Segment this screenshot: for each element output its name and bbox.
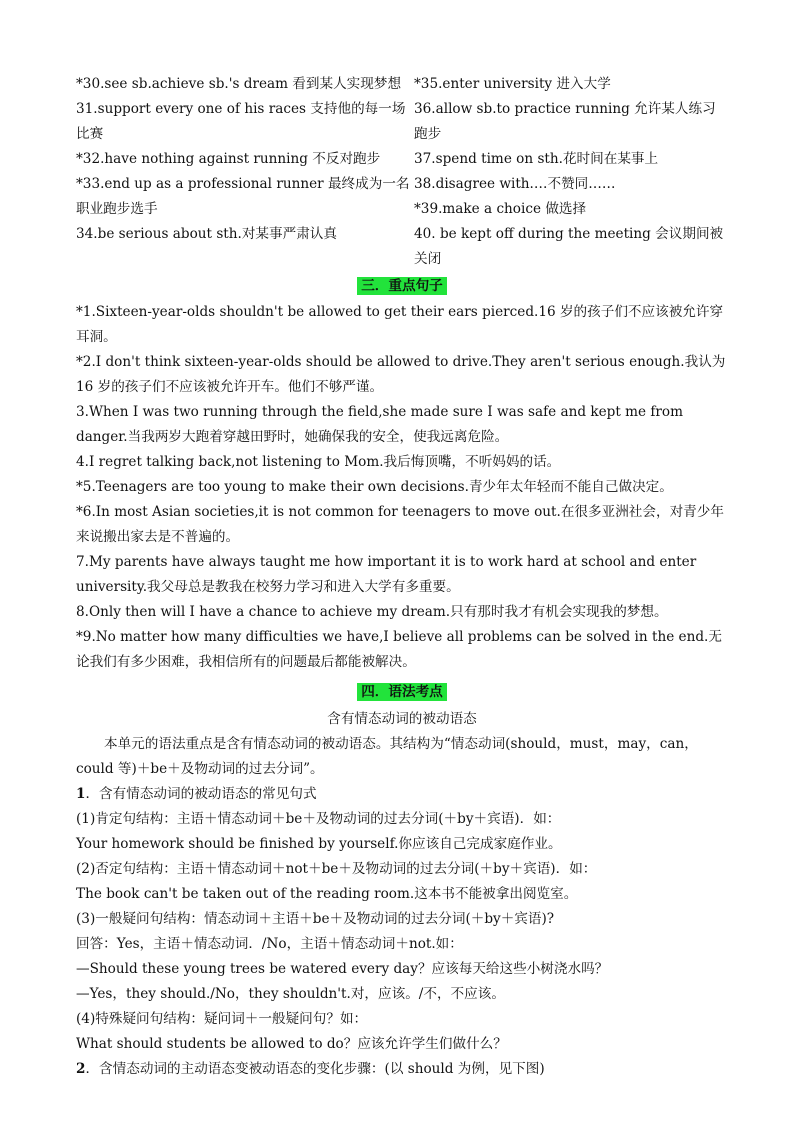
sentence-item: *1.Sixteen-year-olds shouldn't be allowed to get their ears pierced.16 岁的孩子们不应该被允许穿耳洞。 <box>76 304 724 345</box>
section-heading-label: 三．重点句子 <box>357 277 447 295</box>
grammar-point-heading <box>76 782 728 807</box>
sentence-item: 8.Only then will I have a chance to achieve my dream.只有那时我才有机会实现我的梦想。 <box>76 604 668 620</box>
sentence-item: *6.In most Asian societies,it is not common for teenagers to move out.在很多亚洲社会，对青少年来说搬出家去是不普遍的。 <box>76 504 724 545</box>
grammar-point-text: ．含情态动词的主动语态变被动语态的变化步骤：(以 should 为例，见下图) <box>85 1061 545 1077</box>
grammar-line: The book can't be taken out of the reading room.这本书不能被拿出阅览室。 <box>76 886 578 902</box>
sentence-item: 3.When I was two running through the field,she made sure I was safe and kept me from danger.当我两岁大跑着穿越田野时，她确保我的安全，使我远离危险。 <box>76 404 684 445</box>
grammar-point-text: ．含有情态动词的被动语态的常见句式 <box>85 786 317 802</box>
grammar-line: —Should these young trees be watered every day？应该每天给这些小树浇水吗？ <box>76 961 609 977</box>
key-sentences <box>76 300 728 675</box>
grammar-subtitle: 含有情态动词的被动语态 <box>327 711 477 727</box>
phrase-item: 38.disagree with.…不赞同…… <box>414 176 616 192</box>
grammar-line: (3)一般疑问句结构：情态动词＋主语＋be＋及物动词的过去分词(＋by＋宾语)? <box>76 911 555 927</box>
sentence-item: 7.My parents have always taught me how important it is to work hard at school and enter university.我父母总是教我在校努力学习和进入大学有多重要。 <box>76 554 697 595</box>
sentence-item: *5.Teenagers are too young to make their own decisions.青少年太年轻而不能自己做决定。 <box>76 479 673 495</box>
phrase-item: 37.spend time on sth.花时间在某事上 <box>414 151 659 167</box>
phrase-item: *33.end up as a professional runner 最终成为一名职业跑步选手 <box>76 176 410 217</box>
phrase-item: *35.enter university 进入大学 <box>414 76 611 92</box>
grammar-point-number: 2 <box>76 1061 86 1077</box>
sentence-item: *9.No matter how many difficulties we have,I believe all problems can be solved in the end.无论我们有多少困难，我相信所有的问题最后都能被解决。 <box>76 629 722 670</box>
grammar-point-number: 1 <box>76 786 86 802</box>
document-page <box>76 72 728 1082</box>
grammar-intro: 本单元的语法重点是含有情态动词的被动语态。其结构为“情态动词(should，must，may，can，could 等)＋be＋及物动词的过去分词”。 <box>76 736 698 777</box>
grammar-line: —Yes，they should./No，they shouldn't.对，应该。/不，不应该。 <box>76 986 505 1002</box>
grammar-line: Your homework should be finished by yourself.你应该自己完成家庭作业。 <box>76 836 562 852</box>
phrase-item: *30.see sb.achieve sb.'s dream 看到某人实现梦想 <box>76 76 402 92</box>
sentence-item: 4.I regret talking back,not listening to Mom.我后悔顶嘴，不听妈妈的话。 <box>76 454 561 470</box>
grammar-line: (2)否定句结构：主语＋情态动词＋not＋be＋及物动词的过去分词(＋by＋宾语)．如： <box>76 861 597 877</box>
phrase-column-right <box>414 72 728 272</box>
grammar-point-heading <box>76 1057 728 1082</box>
phrase-item: 40. be kept off during the meeting 会议期间被关闭 <box>414 226 724 267</box>
grammar-line: (4)特殊疑问句结构：疑问词＋一般疑问句？如： <box>76 1011 368 1027</box>
grammar-line: 回答：Yes，主语＋情态动词．/No，主语＋情态动词＋not.如： <box>76 936 463 952</box>
section-heading-grammar <box>76 679 728 705</box>
phrase-column-left <box>76 72 414 272</box>
grammar-line: (1)肯定句结构：主语＋情态动词＋be＋及物动词的过去分词(＋by＋宾语)．如： <box>76 811 561 827</box>
grammar-line: What should students be allowed to do？应该允许学生们做什么？ <box>76 1036 507 1052</box>
section-heading-label: 四．语法考点 <box>357 683 447 701</box>
phrase-list <box>76 72 728 272</box>
sentence-item: *2.I don't think sixteen-year-olds should be allowed to drive.They aren't serious enough.我认为 16 岁的孩子们不应该被允许开车。他们不够严谨。 <box>76 354 726 395</box>
phrase-item: 36.allow sb.to practice running 允许某人练习跑步 <box>414 101 716 142</box>
phrase-item: 31.support every one of his races 支持他的每一场比赛 <box>76 101 406 142</box>
phrase-item: 34.be serious about sth.对某事严肃认真 <box>76 226 337 242</box>
phrase-item: *39.make a choice 做选择 <box>414 201 587 217</box>
phrase-item: *32.have nothing against running 不反对跑步 <box>76 151 381 167</box>
section-heading-key-sentences <box>76 273 728 299</box>
